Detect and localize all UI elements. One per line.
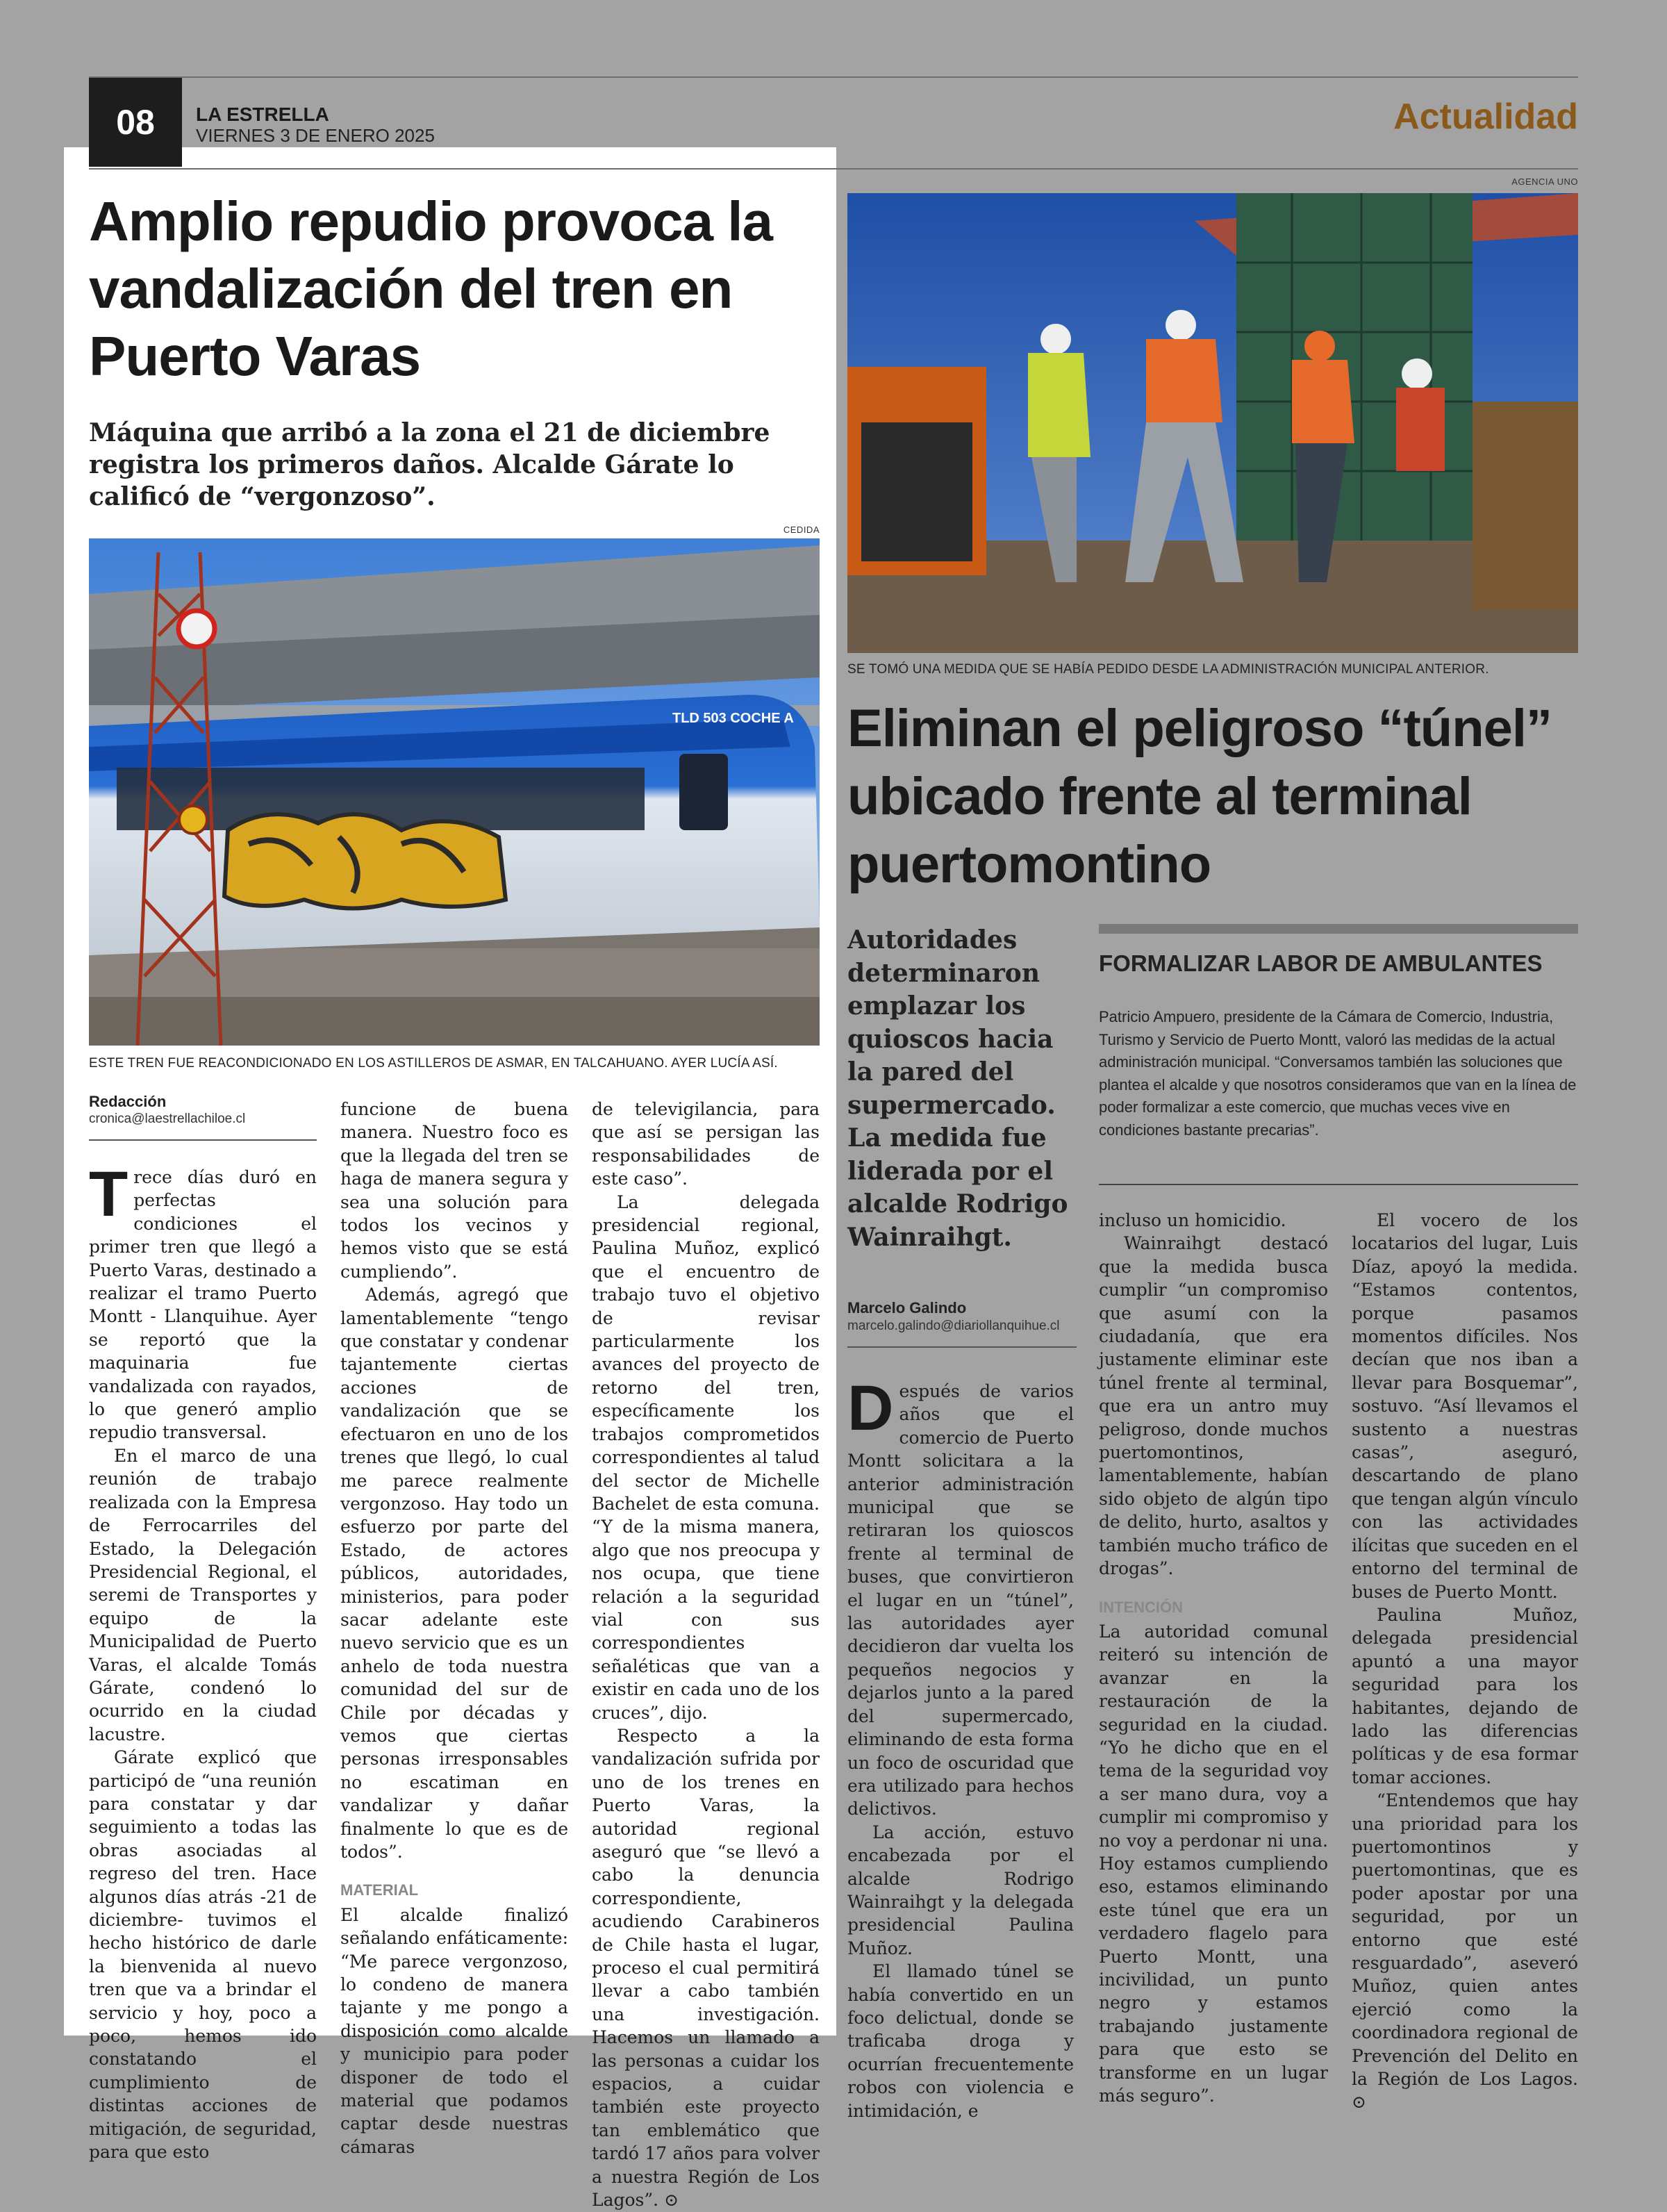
right-paragraph: incluso un homicidio. — [1099, 1210, 1286, 1230]
newspaper-name: LA ESTRELLA — [196, 104, 329, 125]
train-photo — [89, 538, 820, 1046]
left-column-1 — [89, 1159, 317, 2163]
right-headline: Eliminan el peligroso “túnel” ubicado frente al terminal puertomontino — [847, 699, 1552, 894]
right-paragraph: “Entendemos que hay una prioridad para los puertomontinos y puertomontinas, que es poder apostar por una seguridad, por un entorno que esté resguardado”, aseveró Muñoz, quien antes ejerció como la coordinadora regional de Prevención del Delito en la Región de Los Lagos. ⊙ — [1352, 1790, 1578, 2113]
left-headline: Amplio repudio provoca la vandalización del tren en Puerto Varas — [89, 190, 773, 387]
right-column-2 — [1099, 1209, 1328, 2107]
byline-rule — [89, 1139, 317, 1141]
left-photo-caption: ESTE TREN FUE REACONDICIONADO EN LOS ASTILLEROS DE ASMAR, EN TALCAHUANO. AYER LUCÍA ASÍ. — [89, 1056, 778, 1071]
left-paragraph: Gárate explicó que participó de “una reunión para constatar y dar seguimiento a todas las obras asociadas al regreso del tren. Hace algunos días atrás -21 de diciembre- tuvimos el hecho histórico de darle la bienvenida al nuevo tren que va a brindar el servicio y hoy, poco a poco, hemos ido constatando el cumplimiento de distintas acciones de mitigación, de seguridad, para que esto — [89, 1747, 317, 2163]
left-photo-credit: CEDIDA — [783, 525, 820, 535]
left-paragraph: La delegada presidencial regional, Paulina Muñoz, explicó que el encuentro de trabajo tuvo el objetivo de revisar particularmente los avances del proyecto de retorno del tren, específicamente los trabajos comprometidos correspondientes al talud del sector de Michelle Bachelet de esta comuna. “Y de la misma manera, algo que nos preocupa y nos ocupa, que tiene relación a la seguridad vial con sus correspondientes señaléticas que van a existir en cada uno de los cruces”, dijo. — [592, 1191, 820, 1723]
left-paragraph: Además, agregó que lamentablemente “tengo que constatar y condenar tajantemente ciertas acciones de vandalización que se efectuaron en uno de los trenes que llegó, lo cual me parece realmente vergonzoso. Hay todo un esfuerzo por parte del Estado, de actores públicos, autoridades, ministerios, para poder sacar adelante este nuevo servicio que es un anhelo de toda nuestra comunidad del sur de Chile por décadas y vemos que ciertas personas irresponsables no escatiman en vandalizar y dañar finalmente lo que es de todos”. — [340, 1285, 568, 1862]
sidebar-box-rule — [1099, 1184, 1578, 1185]
left-paragraph: El alcalde finalizó señalando enfáticamente: “Me parece vergonzoso, lo condeno de manera tajante y me pongo a disposición como alcalde y municipio para poder disponer de todo el material que podamos captar desde nuestras cámaras — [340, 1904, 568, 2157]
sidebar-box-bar — [1099, 924, 1578, 934]
right-subhead: INTENCIÓN — [1099, 1598, 1183, 1616]
right-paragraph: La autoridad comunal reiteró su intención de avanzar en la restauración de la seguridad en la ciudad. “Yo he dicho que en el tema de la seguridad voy a ser mano dura, voy a cumplir mi compromiso y no voy a perdonar ni una. Hoy estamos cumpliendo eso, estamos eliminando este túnel que era un verdadero flagelo para Puerto Montt, una incivilidad, un punto negro y estamos trabajando justamente para que esto se transforme en un lugar más seguro”. — [1099, 1621, 1328, 2106]
right-dropcap: D — [847, 1373, 894, 1444]
left-byline-name: Redacción — [89, 1093, 167, 1110]
right-byline-rule — [847, 1346, 1077, 1348]
right-paragraph: El llamado túnel se había convertido en un foco delictual, donde se traficaba droga y ocurrían frecuentemente robos con violencia e intimidación, e — [847, 1961, 1074, 2121]
right-paragraph: espués de varios años que el comercio de Puerto Montt solicitara a la anterior administración municipal que se retiraran los quioscos frente al terminal de buses, que convirtieron el lugar en un “túnel”, las autoridades ayer decidieron dar vuelta los pequeños negocios y dejarlos junto a la pared del supermercado, eliminando de esta forma un foco de oscuridad que era utilizado para hechos delictivos. — [847, 1381, 1074, 1819]
right-byline-name: Marcelo Galindo — [847, 1299, 967, 1317]
left-paragraph: rece días duró en perfectas condiciones el primer tren que llegó a Puerto Varas, destinado a realizar el tramo Puerto Montt - Llanquihue. Ayer se reportó que la maquinaria fue vandalizada con rayados, lo que generó amplio repudio transversal. — [89, 1167, 317, 1443]
left-subhead: MATERIAL — [340, 1881, 419, 1899]
right-paragraph: La acción, estuvo encabezada por el alcalde Rodrigo Wainraihgt y la delegada presidencial Paulina Muñoz. — [847, 1822, 1074, 1958]
top-rule — [89, 76, 1578, 78]
left-paragraph: de televigilancia, para que así se persigan las responsabilidades de este caso”. — [592, 1099, 820, 1189]
right-column-3 — [1352, 1209, 1578, 2114]
left-column-3 — [592, 1098, 820, 2212]
header-rule — [89, 168, 1578, 170]
left-dropcap: T — [89, 1159, 128, 1230]
left-byline-email: cronica@laestrellachiloe.cl — [89, 1112, 246, 1126]
right-column-1 — [847, 1373, 1074, 2122]
right-byline-email: marcelo.galindo@diariollanquihue.cl — [847, 1319, 1060, 1333]
edition-date: VIERNES 3 DE ENERO 2025 — [196, 125, 435, 146]
sidebar-box-text: Patricio Ampuero, presidente de la Cámara de Comercio, Industria, Turismo y Servicio de Puerto Montt, valoró las medidas de la actual administración municipal. “Conversamos también las soluciones que plantea el alcalde y que nosotros consideramos que van en la línea de poder formalizar a este comercio, que muchas veces vive en condiciones bastante precarias”. — [1099, 1008, 1577, 1139]
left-paragraph: Respecto a la vandalización sufrida por uno de los trenes en Puerto Varas, la autoridad regional aseguró que “se llevó a cabo la denuncia correspondiente, acudiendo Carabineros de Chile hasta el lugar, proceso el cual permitirá llevar a cabo también una investigación. Hacemos un llamado a las personas a cuidar los espacios, a cuidar también este proyecto tan emblemático que tardó 17 años para volver a nuestra Región de Los Lagos”. ⊙ — [592, 1725, 820, 2211]
workers-moving-kiosk-image — [847, 193, 1578, 653]
vandalized-train-image — [89, 538, 820, 1046]
sidebar-box-title: FORMALIZAR LABOR DE AMBULANTES — [1099, 950, 1543, 976]
right-paragraph: Paulina Muñoz, delegada presidencial apuntó a una mayor seguridad para los habitantes, dejando de lado las diferencias políticas y de esa formar tomar acciones. — [1352, 1604, 1578, 1788]
right-paragraph: Wainraihgt destacó que la medida busca cumplir “un compromiso que asumí con la ciudadanía, que era justamente eliminar este túnel frente al terminal, que era un antro muy peligroso, donde muchos puertomontinos, lamentablemente, habían sido objeto de algún tipo de delito, hurto, asaltos y también mucho tráfico de drogas”. — [1099, 1233, 1328, 1579]
section-name: Actualidad — [1393, 97, 1578, 137]
right-photo-caption: SE TOMÓ UNA MEDIDA QUE SE HABÍA PEDIDO DESDE LA ADMINISTRACIÓN MUNICIPAL ANTERIOR. — [847, 662, 1489, 677]
left-paragraph: funcione de buena manera. Nuestro foco es que la llegada del tren se haga de manera segura y sea una solución para todos los vecinos y hemos visto que se está cumpliendo”. — [340, 1099, 568, 1282]
page-number: 08 — [89, 78, 182, 167]
right-deck: Autoridades determinaron emplazar los quioscos hacia la pared del supermercado. La medida fue liderada por el alcalde Rodrigo Wainraihgt. — [847, 925, 1068, 1252]
train-label: TLD 503 COCHE A — [672, 711, 794, 726]
right-photo-credit: AGENCIA UNO — [1511, 176, 1578, 187]
left-paragraph: En el marco de una reunión de trabajo realizada con la Empresa de Ferrocarriles del Estado, la Delegación Presidencial Regional, el seremi de Transportes y equipo de la Municipalidad de Puerto Varas, el alcalde Tomás Gárate, condenó lo ocurrido en la ciudad lacustre. — [89, 1445, 317, 1744]
workers-photo — [847, 193, 1578, 653]
right-paragraph: El vocero de los locatarios del lugar, Luis Díaz, apoyó la medida. “Estamos contentos, porque pasamos momentos difíciles. Nos decían que nos iban a llevar para Bosquemar”, sostuvo. “Así llevamos el sustento a nuestras casas”, aseguró, descartando de plano que tengan algún vínculo con las actividades ilícitas que suceden en el entorno del terminal de buses de Puerto Montt. — [1352, 1210, 1578, 1602]
left-column-2 — [340, 1098, 568, 2159]
left-deck: Máquina que arribó a la zona el 21 de diciembre registra los primeros daños. Alcalde Gárate lo calificó de “vergonzoso”. — [89, 418, 770, 511]
